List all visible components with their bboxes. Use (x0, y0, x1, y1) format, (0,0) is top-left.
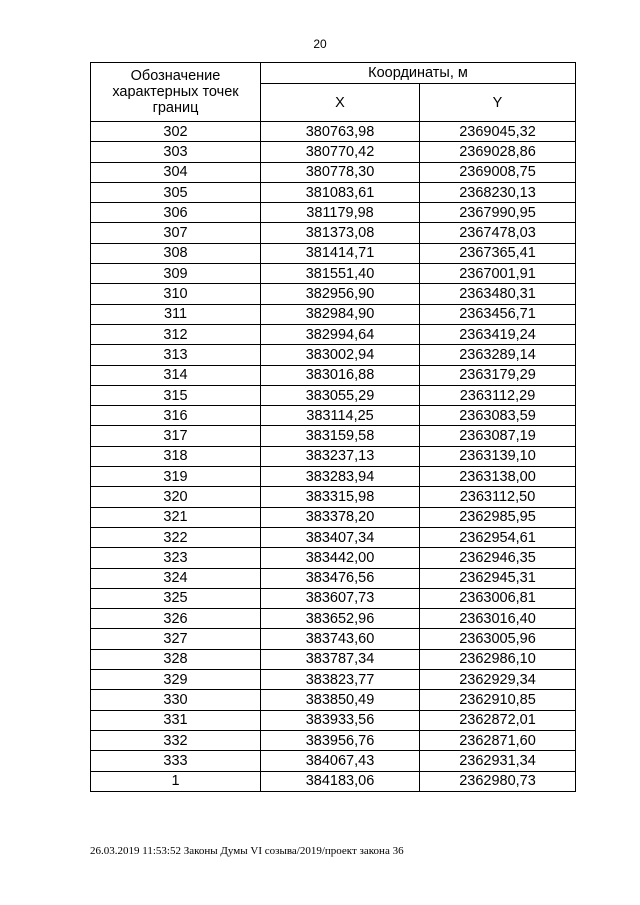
point-cell: 318 (91, 446, 261, 466)
x-cell: 381179,98 (261, 203, 420, 223)
table-row (91, 730, 576, 750)
y-cell: 2362929,34 (420, 670, 576, 690)
x-cell: 383787,34 (261, 649, 420, 669)
point-cell: 325 (91, 588, 261, 608)
x-cell: 381083,61 (261, 182, 420, 202)
x-cell: 383315,98 (261, 487, 420, 507)
y-cell: 2362946,35 (420, 548, 576, 568)
y-cell: 2363005,96 (420, 629, 576, 649)
x-cell: 383743,60 (261, 629, 420, 649)
table-row (91, 751, 576, 771)
y-cell: 2363112,50 (420, 487, 576, 507)
point-cell: 308 (91, 243, 261, 263)
point-cell: 314 (91, 365, 261, 385)
y-cell: 2369045,32 (420, 122, 576, 142)
y-cell: 2369008,75 (420, 162, 576, 182)
table-row (91, 426, 576, 446)
table-row (91, 142, 576, 162)
x-cell: 383114,25 (261, 406, 420, 426)
y-cell: 2363480,31 (420, 284, 576, 304)
point-cell: 322 (91, 527, 261, 547)
table-row (91, 284, 576, 304)
y-cell: 2367478,03 (420, 223, 576, 243)
y-cell: 2367990,95 (420, 203, 576, 223)
table-row (91, 223, 576, 243)
point-cell: 310 (91, 284, 261, 304)
x-cell: 383850,49 (261, 690, 420, 710)
point-cell: 323 (91, 548, 261, 568)
table-row (91, 304, 576, 324)
y-cell: 2362871,60 (420, 730, 576, 750)
table-row (91, 629, 576, 649)
table-row (91, 527, 576, 547)
point-cell: 316 (91, 406, 261, 426)
point-cell: 304 (91, 162, 261, 182)
point-cell: 333 (91, 751, 261, 771)
table-row (91, 385, 576, 405)
x-cell: 383016,88 (261, 365, 420, 385)
y-cell: 2363112,29 (420, 385, 576, 405)
table-row (91, 243, 576, 263)
table-row (91, 446, 576, 466)
y-cell: 2363006,81 (420, 588, 576, 608)
table-row (91, 507, 576, 527)
table-row (91, 162, 576, 182)
point-cell: 329 (91, 670, 261, 690)
x-cell: 383159,58 (261, 426, 420, 446)
point-cell: 330 (91, 690, 261, 710)
table-row (91, 345, 576, 365)
y-cell: 2363179,29 (420, 365, 576, 385)
x-cell: 382994,64 (261, 324, 420, 344)
x-cell: 380763,98 (261, 122, 420, 142)
y-cell: 2367001,91 (420, 264, 576, 284)
table-row (91, 710, 576, 730)
point-cell: 319 (91, 467, 261, 487)
point-cell: 321 (91, 507, 261, 527)
y-cell: 2363289,14 (420, 345, 576, 365)
y-cell: 2362985,95 (420, 507, 576, 527)
y-cell: 2363456,71 (420, 304, 576, 324)
x-cell: 383442,00 (261, 548, 420, 568)
point-cell: 1 (91, 771, 261, 791)
x-cell: 383002,94 (261, 345, 420, 365)
x-cell: 383607,73 (261, 588, 420, 608)
x-cell: 380770,42 (261, 142, 420, 162)
y-cell: 2363139,10 (420, 446, 576, 466)
y-cell: 2363419,24 (420, 324, 576, 344)
table-row (91, 122, 576, 142)
table-row (91, 771, 576, 791)
coordinates-table (90, 62, 576, 792)
table-row (91, 649, 576, 669)
y-cell: 2362945,31 (420, 568, 576, 588)
header-point-designation: Обозначение характерных точек границ (91, 63, 261, 122)
footer-text: 26.03.2019 11:53:52 Законы Думы VI созыва/2019/проект закона 36 (90, 845, 404, 857)
y-cell: 2362980,73 (420, 771, 576, 791)
x-cell: 382984,90 (261, 304, 420, 324)
point-cell: 332 (91, 730, 261, 750)
table-row (91, 568, 576, 588)
x-cell: 383407,34 (261, 527, 420, 547)
point-cell: 326 (91, 609, 261, 629)
x-cell: 383055,29 (261, 385, 420, 405)
x-cell: 383283,94 (261, 467, 420, 487)
y-cell: 2362954,61 (420, 527, 576, 547)
table-row (91, 609, 576, 629)
y-cell: 2363138,00 (420, 467, 576, 487)
table-row (91, 324, 576, 344)
table-row (91, 588, 576, 608)
x-cell: 382956,90 (261, 284, 420, 304)
point-cell: 311 (91, 304, 261, 324)
point-cell: 305 (91, 182, 261, 202)
point-cell: 309 (91, 264, 261, 284)
y-cell: 2362986,10 (420, 649, 576, 669)
header-y: Y (420, 84, 576, 122)
table-row (91, 487, 576, 507)
y-cell: 2363083,59 (420, 406, 576, 426)
x-cell: 381551,40 (261, 264, 420, 284)
header-x: X (261, 84, 420, 122)
y-cell: 2368230,13 (420, 182, 576, 202)
point-cell: 328 (91, 649, 261, 669)
table-row (91, 670, 576, 690)
x-cell: 380778,30 (261, 162, 420, 182)
y-cell: 2363087,19 (420, 426, 576, 446)
table-row (91, 406, 576, 426)
point-cell: 327 (91, 629, 261, 649)
table-row (91, 548, 576, 568)
point-cell: 306 (91, 203, 261, 223)
x-cell: 384183,06 (261, 771, 420, 791)
table-row (91, 467, 576, 487)
x-cell: 383476,56 (261, 568, 420, 588)
point-cell: 307 (91, 223, 261, 243)
x-cell: 384067,43 (261, 751, 420, 771)
table-body (91, 122, 576, 792)
y-cell: 2362910,85 (420, 690, 576, 710)
point-cell: 313 (91, 345, 261, 365)
y-cell: 2362931,34 (420, 751, 576, 771)
table-row (91, 365, 576, 385)
point-cell: 303 (91, 142, 261, 162)
table-row (91, 203, 576, 223)
table-row (91, 690, 576, 710)
point-cell: 320 (91, 487, 261, 507)
x-cell: 383237,13 (261, 446, 420, 466)
point-cell: 317 (91, 426, 261, 446)
y-cell: 2367365,41 (420, 243, 576, 263)
point-cell: 331 (91, 710, 261, 730)
x-cell: 383933,56 (261, 710, 420, 730)
x-cell: 381373,08 (261, 223, 420, 243)
x-cell: 381414,71 (261, 243, 420, 263)
page-number: 20 (313, 37, 327, 51)
y-cell: 2362872,01 (420, 710, 576, 730)
point-cell: 315 (91, 385, 261, 405)
y-cell: 2369028,86 (420, 142, 576, 162)
x-cell: 383956,76 (261, 730, 420, 750)
table-row (91, 182, 576, 202)
y-cell: 2363016,40 (420, 609, 576, 629)
point-cell: 324 (91, 568, 261, 588)
x-cell: 383378,20 (261, 507, 420, 527)
table-row (91, 264, 576, 284)
point-cell: 302 (91, 122, 261, 142)
x-cell: 383652,96 (261, 609, 420, 629)
header-coordinates: Координаты, м (261, 63, 576, 84)
x-cell: 383823,77 (261, 670, 420, 690)
point-cell: 312 (91, 324, 261, 344)
